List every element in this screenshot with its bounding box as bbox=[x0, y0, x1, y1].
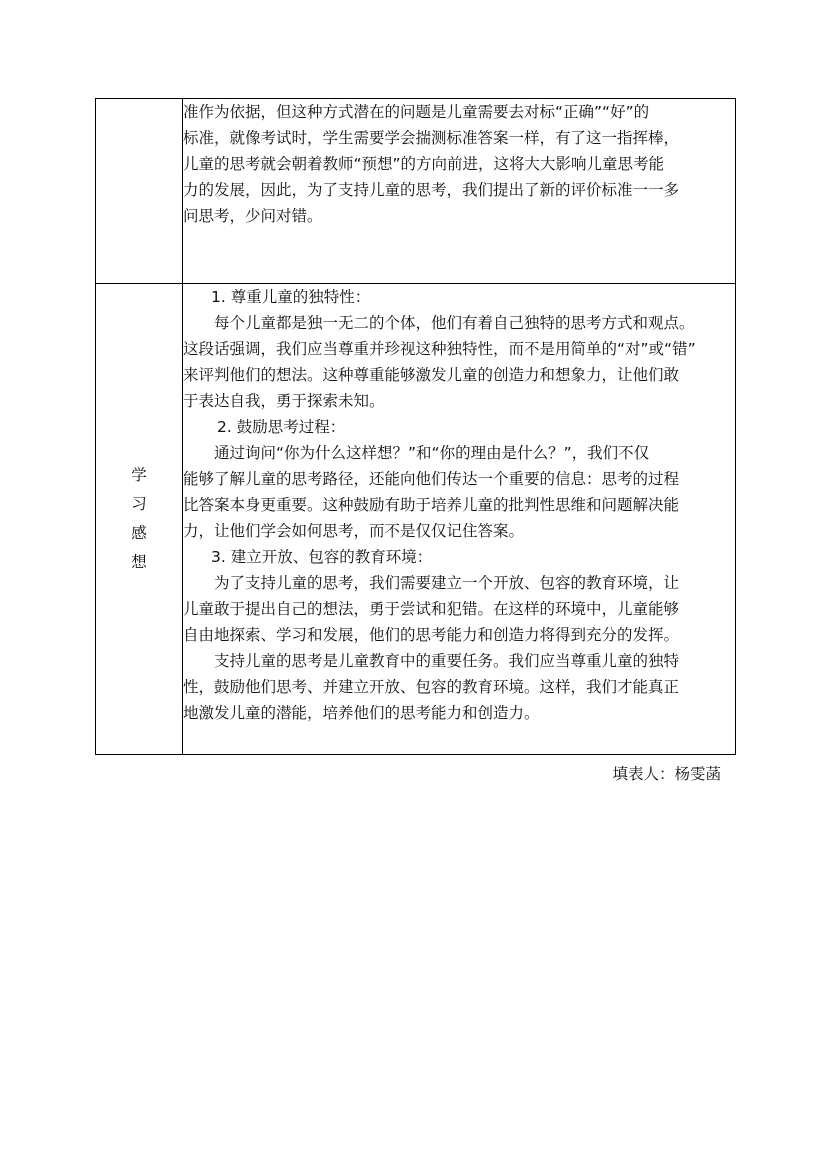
table-row-continuation bbox=[96, 99, 736, 284]
paragraph-line: 力，让他们学会如何思考，而不是仅仅记住答案。 bbox=[183, 522, 525, 540]
reflection-table bbox=[95, 98, 736, 755]
text-line: 问思考，少问对错。 bbox=[183, 207, 323, 225]
label-char: 想 bbox=[131, 553, 147, 571]
section-heading: 1. 尊重儿童的独特性： bbox=[211, 288, 371, 306]
row-content-cell bbox=[183, 99, 736, 284]
label-char: 习 bbox=[131, 495, 147, 513]
paragraph-line: 比答案本身更重要。这种鼓励有助于培养儿童的批判性思维和问题解决能 bbox=[183, 496, 680, 514]
vertical-label bbox=[96, 284, 182, 754]
paragraph-line: 每个儿童都是独一无二的个体，他们有着自己独特的思考方式和观点。 bbox=[214, 314, 695, 332]
paragraph-line: 自由地探索、学习和发展，他们的思考能力和创造力将得到充分的发挥。 bbox=[183, 626, 680, 644]
text-line: 儿童的思考就会朝着教师“预想”的方向前进，这将大大影响儿童思考能 bbox=[183, 155, 665, 173]
paragraph-line: 为了支持儿童的思考，我们需要建立一个开放、包容的教育环境，让 bbox=[214, 574, 680, 592]
label-char: 感 bbox=[131, 524, 147, 542]
text-line: 标准，就像考试时，学生需要学会揣测标准答案一样，有了这一指挥棒， bbox=[183, 129, 680, 147]
row-label-cell bbox=[96, 284, 183, 755]
signature-line: 填表人：杨雯菡 bbox=[612, 765, 721, 783]
conclusion-line: 地激发儿童的潜能，培养他们的思考能力和创造力。 bbox=[183, 704, 540, 722]
paragraph-line: 这段话强调，我们应当尊重并珍视这种独特性，而不是用简单的“对”或“错” bbox=[183, 340, 696, 358]
paragraph-line: 通过询问“你为什么这样想？”和“你的理由是什么？”，我们不仅 bbox=[214, 444, 650, 462]
paragraph-line: 来评判他们的想法。这种尊重能够激发儿童的创造力和想象力，让他们敢 bbox=[183, 366, 680, 384]
paragraph-line: 儿童敢于提出自己的想法，勇于尝试和犯错。在这样的环境中，儿童能够 bbox=[183, 600, 680, 618]
table-row-reflection bbox=[96, 284, 736, 755]
conclusion-line: 性，鼓励他们思考、并建立开放、包容的教育环境。这样，我们才能真正 bbox=[183, 678, 680, 696]
row-label-cell-empty bbox=[96, 99, 183, 284]
section-heading: 2. 鼓励思考过程： bbox=[217, 418, 346, 436]
label-char: 学 bbox=[131, 466, 147, 484]
row-content-cell bbox=[183, 284, 736, 755]
paragraph-line: 能够了解儿童的思考路径，还能向他们传达一个重要的信息：思考的过程 bbox=[183, 470, 680, 488]
paragraph-line: 于表达自我，勇于探索未知。 bbox=[183, 392, 385, 410]
conclusion-line: 支持儿童的思考是儿童教育中的重要任务。我们应当尊重儿童的独特 bbox=[214, 652, 680, 670]
section-heading: 3. 建立开放、包容的教育环境： bbox=[211, 548, 433, 566]
text-line: 准作为依据，但这种方式潜在的问题是儿童需要去对标“正确”“好”的 bbox=[183, 103, 650, 121]
text-line: 力的发展，因此，为了支持儿童的思考，我们提出了新的评价标准一一多 bbox=[183, 181, 680, 199]
